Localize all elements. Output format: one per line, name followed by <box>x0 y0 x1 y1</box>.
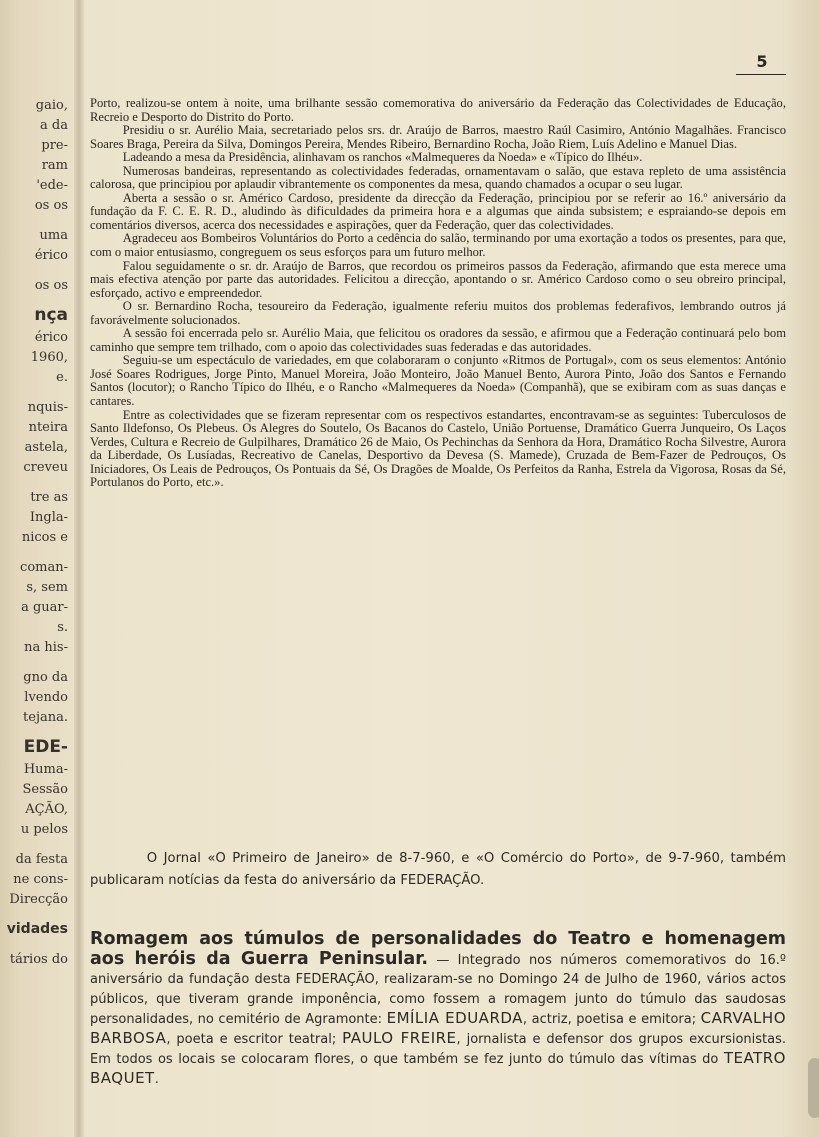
left-column-fragment: Ingla- <box>29 510 68 525</box>
left-column-fragment: nicos e <box>21 530 68 545</box>
left-column-fragment: gaio, <box>35 98 68 113</box>
left-column-fragment: creveu <box>23 460 68 475</box>
romagem-paragraph <box>90 930 786 1090</box>
previous-page-column <box>0 0 72 1137</box>
left-column-fragment: a da <box>40 118 68 133</box>
left-column-fragment: EDE- <box>23 737 68 757</box>
left-column-fragment: os os <box>34 278 68 293</box>
article-paragraph: Agradeceu aos Bombeiros Voluntários do Porto a cedência do salão, terminando por uma exortação a todos os presentes, para que, com o maior entusiasmo, congreguem os seus esforços para um futuro melhor. <box>90 231 786 260</box>
romagem-text: , poeta e escritor teatral; <box>166 1032 343 1048</box>
romagem-text: . <box>154 1072 159 1088</box>
romagem-heading: Romagem aos túmulos de personalidades do Teatro e homenagem aos heróis da Guerra Peninsular. <box>90 929 786 970</box>
left-column-fragment: u pelos <box>20 822 68 837</box>
article-body <box>90 97 786 490</box>
left-column-fragment: os os <box>34 198 68 213</box>
article-paragraph: O sr. Bernardino Rocha, tesoureiro da Federação, igualmente referiu muitos dos problemas federafivos, lembrando outros já favorávelmente solucionados. <box>90 299 786 327</box>
left-column-fragment: nteira <box>28 420 68 435</box>
left-column-fragment: gno da <box>23 670 68 685</box>
left-column-fragment: coman- <box>20 560 68 575</box>
article-paragraph: A sessão foi encerrada pelo sr. Aurélio Maia, que felicitou os oradores da sessão, e afirmou que a Federação continuará pelo bom caminho que sempre tem trilhado, com o apoio das colectividades suas federadas e das autoridades. <box>90 326 786 354</box>
romagem-text: Integrado nos números comemorativos do 16.º aniversário da fundação desta FEDERAÇÃO, realizaram-se no Domingo 24 de Julho de 1960, vários actos públicos, que tiveram grande imponência, como fossem a romagem junto do túmulo das saudosas personalidades, no cemitério de Agramonte: <box>90 953 786 1027</box>
article-paragraph: Ladeando a mesa da Presidência, alinhavam os ranchos «Malmequeres da Noeda» e «Típico do Ilhéu». <box>122 150 643 165</box>
left-column-fragment: tre as <box>30 490 68 505</box>
page-number-rule <box>736 74 786 75</box>
article-paragraph: Presidiu o sr. Aurélio Maia, secretariado pelos srs. dr. Araújo de Barros, maestro Raúl Casimiro, António Magalhães. Francisco Soares Braga, Pereira da Silva, Domingos Pereira, Mendes Ribeiro, Bernardino Rocha, João Riem, Luís Adelino e Manuel Dias. <box>90 123 786 151</box>
article-paragraph: Seguiu-se um espectáculo de variedades, em que colaboraram o conjunto «Ritmos de Portugal», com os seus elementos: António José Soares Rodrigues, Jorge Pinto, Manuel Moreira, João Monteiro, João Manuel Bento, Aurora Pinto, João dos Santos e Fernando Santos (locutor); o Rancho Típico do Ilhéu, e o Rancho «Malmequeres da Noeda» (Companhã), que se exibiram com as suas danças e cantares. <box>90 353 786 409</box>
left-column-fragment: tejana. <box>23 710 68 725</box>
page-number: 5 <box>756 52 768 71</box>
left-column-fragment: vidades <box>6 921 68 937</box>
left-column-fragment: Direcção <box>9 892 68 907</box>
person-name: PAULO FREIRE <box>342 1029 457 1048</box>
left-column-fragment: e. <box>56 370 68 385</box>
left-column-fragment: tários do <box>9 952 68 967</box>
left-column-fragment: AÇÃO, <box>25 802 68 817</box>
left-column-fragment: érico <box>34 248 68 263</box>
theatre-name: TEATRO BAQUET <box>90 1049 786 1088</box>
romagem-text: , jornalista e defensor dos grupos excursionistas. Em todos os locais se colocaram flores, o que também se fez junto do túmulo das vítimas do <box>90 1032 787 1068</box>
left-column-fragment: érico <box>34 330 68 345</box>
article-paragraph: Falou seguidamente o sr. dr. Araújo de Barros, que recordou os primeiros passos da Federação, afirmando que esta merece uma mais efectiva atenção por parte das autoridades. Felicitou a direcção, apontando o sr. Américo Cardoso como o seu obreiro principal, esforçado, activo e empreendedor. <box>90 258 786 300</box>
left-column-fragment: astela, <box>24 440 68 455</box>
romagem-dash: — <box>428 953 458 969</box>
article-paragraph: Entre as colectividades que se fizeram representar com os respectivos estandartes, encontravam-se as seguintes: Tuberculosos de Santo Ildefonso, Os Plebeus. Os Alegres do Soutelo, Os Bacanos do Castelo, União Portuense, Dramático Guerra Junqueiro, Os Laços Verdes, Cultura e Recreio de Gulpilhares, Dramático 26 de Maio, Os Pechinchas da Senhora da Hora, Dramático Rocha Silvestre, Aurora da Liberdade, Os Lusíadas, Recreativo de Canelas, Desportivo da Devesa (S. Mamede), Cruzada de Bem-Fazer de Pedrouços, Os Iniciadores, Os Leais de Pedrouços, Os Pontuais da Sé, Os Dragões de Moalde, Os Perfeitos da Ranha, Estrela da Vigorosa, Rosas da Sé, Portulanos do Porto, etc.». <box>90 407 786 490</box>
person-name: CARVALHO BARBOSA <box>90 1008 786 1048</box>
journal-note <box>90 848 786 892</box>
page-gutter <box>74 0 84 1137</box>
left-column-fragment: ne cons- <box>13 872 68 887</box>
left-column-fragment: nça <box>34 305 68 325</box>
left-column-fragment: na his- <box>24 640 68 655</box>
left-column-fragment: a guar- <box>21 600 68 615</box>
journal-note-text: O Jornal «O Primeiro de Janeiro» de 8-7-960, e «O Comércio do Porto», de 9-7-960, também publicaram notícias da festa do aniversário da FEDERAÇÃO. <box>90 851 786 888</box>
romagem-text: , actriz, poetisa e emitora; <box>522 1011 701 1027</box>
left-column-fragment: 'ede- <box>36 178 68 193</box>
left-column-fragment: uma <box>39 228 68 243</box>
left-column-fragment: s, sem <box>26 580 68 595</box>
article-paragraph: Numerosas bandeiras, representando as colectividades federadas, ornamentavam o salão, que estava repleto de uma assistência calorosa, que principiou por aplaudir vibrantemente os componentes da mesa, quando chamados a ocupar o seu lugar. <box>90 163 786 192</box>
left-column-fragment: pre- <box>41 138 68 153</box>
left-column-fragment: Sessão <box>22 782 68 797</box>
left-column-fragment: lvendo <box>24 690 68 705</box>
page-edge-mark <box>808 1058 819 1118</box>
left-column-fragment: s. <box>57 620 68 635</box>
left-column-fragment: da festa <box>15 852 68 867</box>
left-column-fragment: Huma- <box>23 762 68 777</box>
article-paragraph: Porto, realizou-se ontem à noite, uma brilhante sessão comemorativa do aniversário da Federação das Colectividades de Educação, Recreio e Desporto do Distrito do Porto. <box>90 96 786 124</box>
left-column-fragment: 1960, <box>30 350 68 365</box>
article-paragraph: Aberta a sessão o sr. Américo Cardoso, presidente da direcção da Federação, principiou por se referir ao 16.º aniversário da fundação da F. C. E. R. D., aludindo às dificuldades da primeira hora e a algumas que ainda subsistem; e espraiando-se depois em comentários diversos, acerca dos necessidades e aspirações, quer da Federação, quer das colectividades. <box>90 190 786 232</box>
left-column-fragment: nquis- <box>27 400 68 415</box>
person-name: EMÍLIA EDUARDA <box>386 1008 523 1027</box>
romagem-section <box>90 930 786 1090</box>
left-column-fragment: ram <box>41 158 68 173</box>
